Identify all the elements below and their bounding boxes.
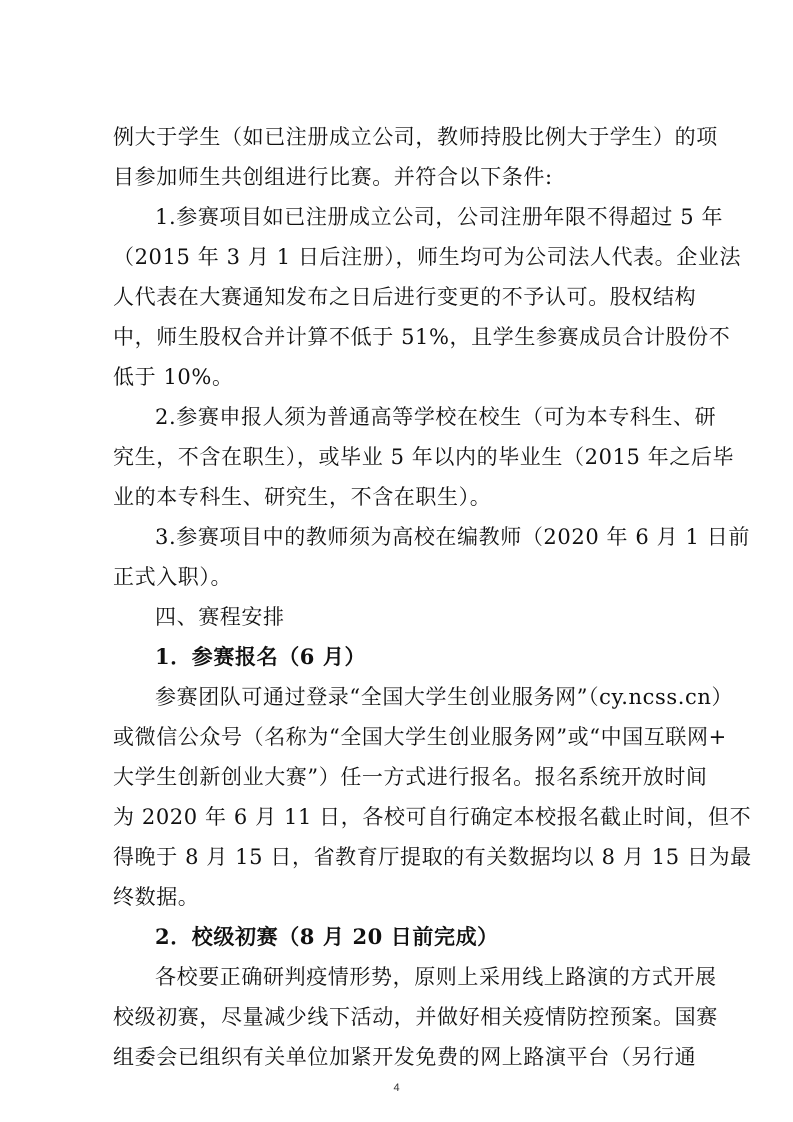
text-line: 1.参赛项目如已注册成立公司，公司注册年限不得超过 5 年 <box>155 205 724 229</box>
text-line: 校级初赛，尽量减少线下活动，并做好相关疫情防控预案。国赛 <box>113 1005 718 1029</box>
text-line: 为 2020 年 6 月 11 日，各校可自行确定本校报名截止时间，但不 <box>113 805 752 829</box>
text-line: 正式入职）。 <box>113 565 233 589</box>
text-line: 参赛团队可通过登录“全国大学生创业服务网”（cy.ncss.cn） <box>155 685 734 709</box>
text-line: 组委会已组织有关单位加紧开发免费的网上路演平台（另行通 <box>113 1045 697 1069</box>
text-line: 人代表在大赛通知发布之日后进行变更的不予认可。股权结构 <box>113 285 697 309</box>
text-line: 3.参赛项目中的教师须为高校在编教师（2020 年 6 月 1 日前 <box>155 525 750 549</box>
text-line: 业的本专科生、研究生，不含在职生）。 <box>113 485 492 509</box>
page-number: 4 <box>393 1082 400 1094</box>
text-line: 得晚于 8 月 15 日，省教育厅提取的有关数据均以 8 月 15 日为最 <box>113 845 752 869</box>
section-heading: 四、赛程安排 <box>155 605 285 629</box>
text-line: 目参加师生共创组进行比赛。并符合以下条件: <box>113 165 553 189</box>
text-line: 或微信公众号（名称为“全国大学生创业服务网”或“中国互联网+ <box>113 725 727 749</box>
text-line: 低于 10%。 <box>113 365 234 389</box>
subsection-heading: 1．参赛报名（6 月） <box>155 644 367 669</box>
text-line: 中，师生股权合并计算不低于 51%，且学生参赛成员合计股份不 <box>113 325 731 349</box>
text-line: 终数据。 <box>113 885 200 909</box>
text-line: 究生，不含在职生），或毕业 5 年以内的毕业生（2015 年之后毕 <box>113 445 735 469</box>
subsection-heading: 2．校级初赛（8 月 20 日前完成） <box>155 924 499 949</box>
text-line: 例大于学生（如已注册成立公司，教师持股比例大于学生）的项 <box>113 125 718 149</box>
text-line: 大学生创新创业大赛”）任一方式进行报名。报名系统开放时间 <box>113 765 708 789</box>
text-line: （2015 年 3 月 1 日后注册），师生均可为公司法人代表。企业法 <box>113 245 742 269</box>
text-line: 各校要正确研判疫情形势，原则上采用线上路演的方式开展 <box>155 965 717 989</box>
text-line: 2.参赛申报人须为普通高等学校在校生（可为本专科生、研 <box>155 405 717 429</box>
